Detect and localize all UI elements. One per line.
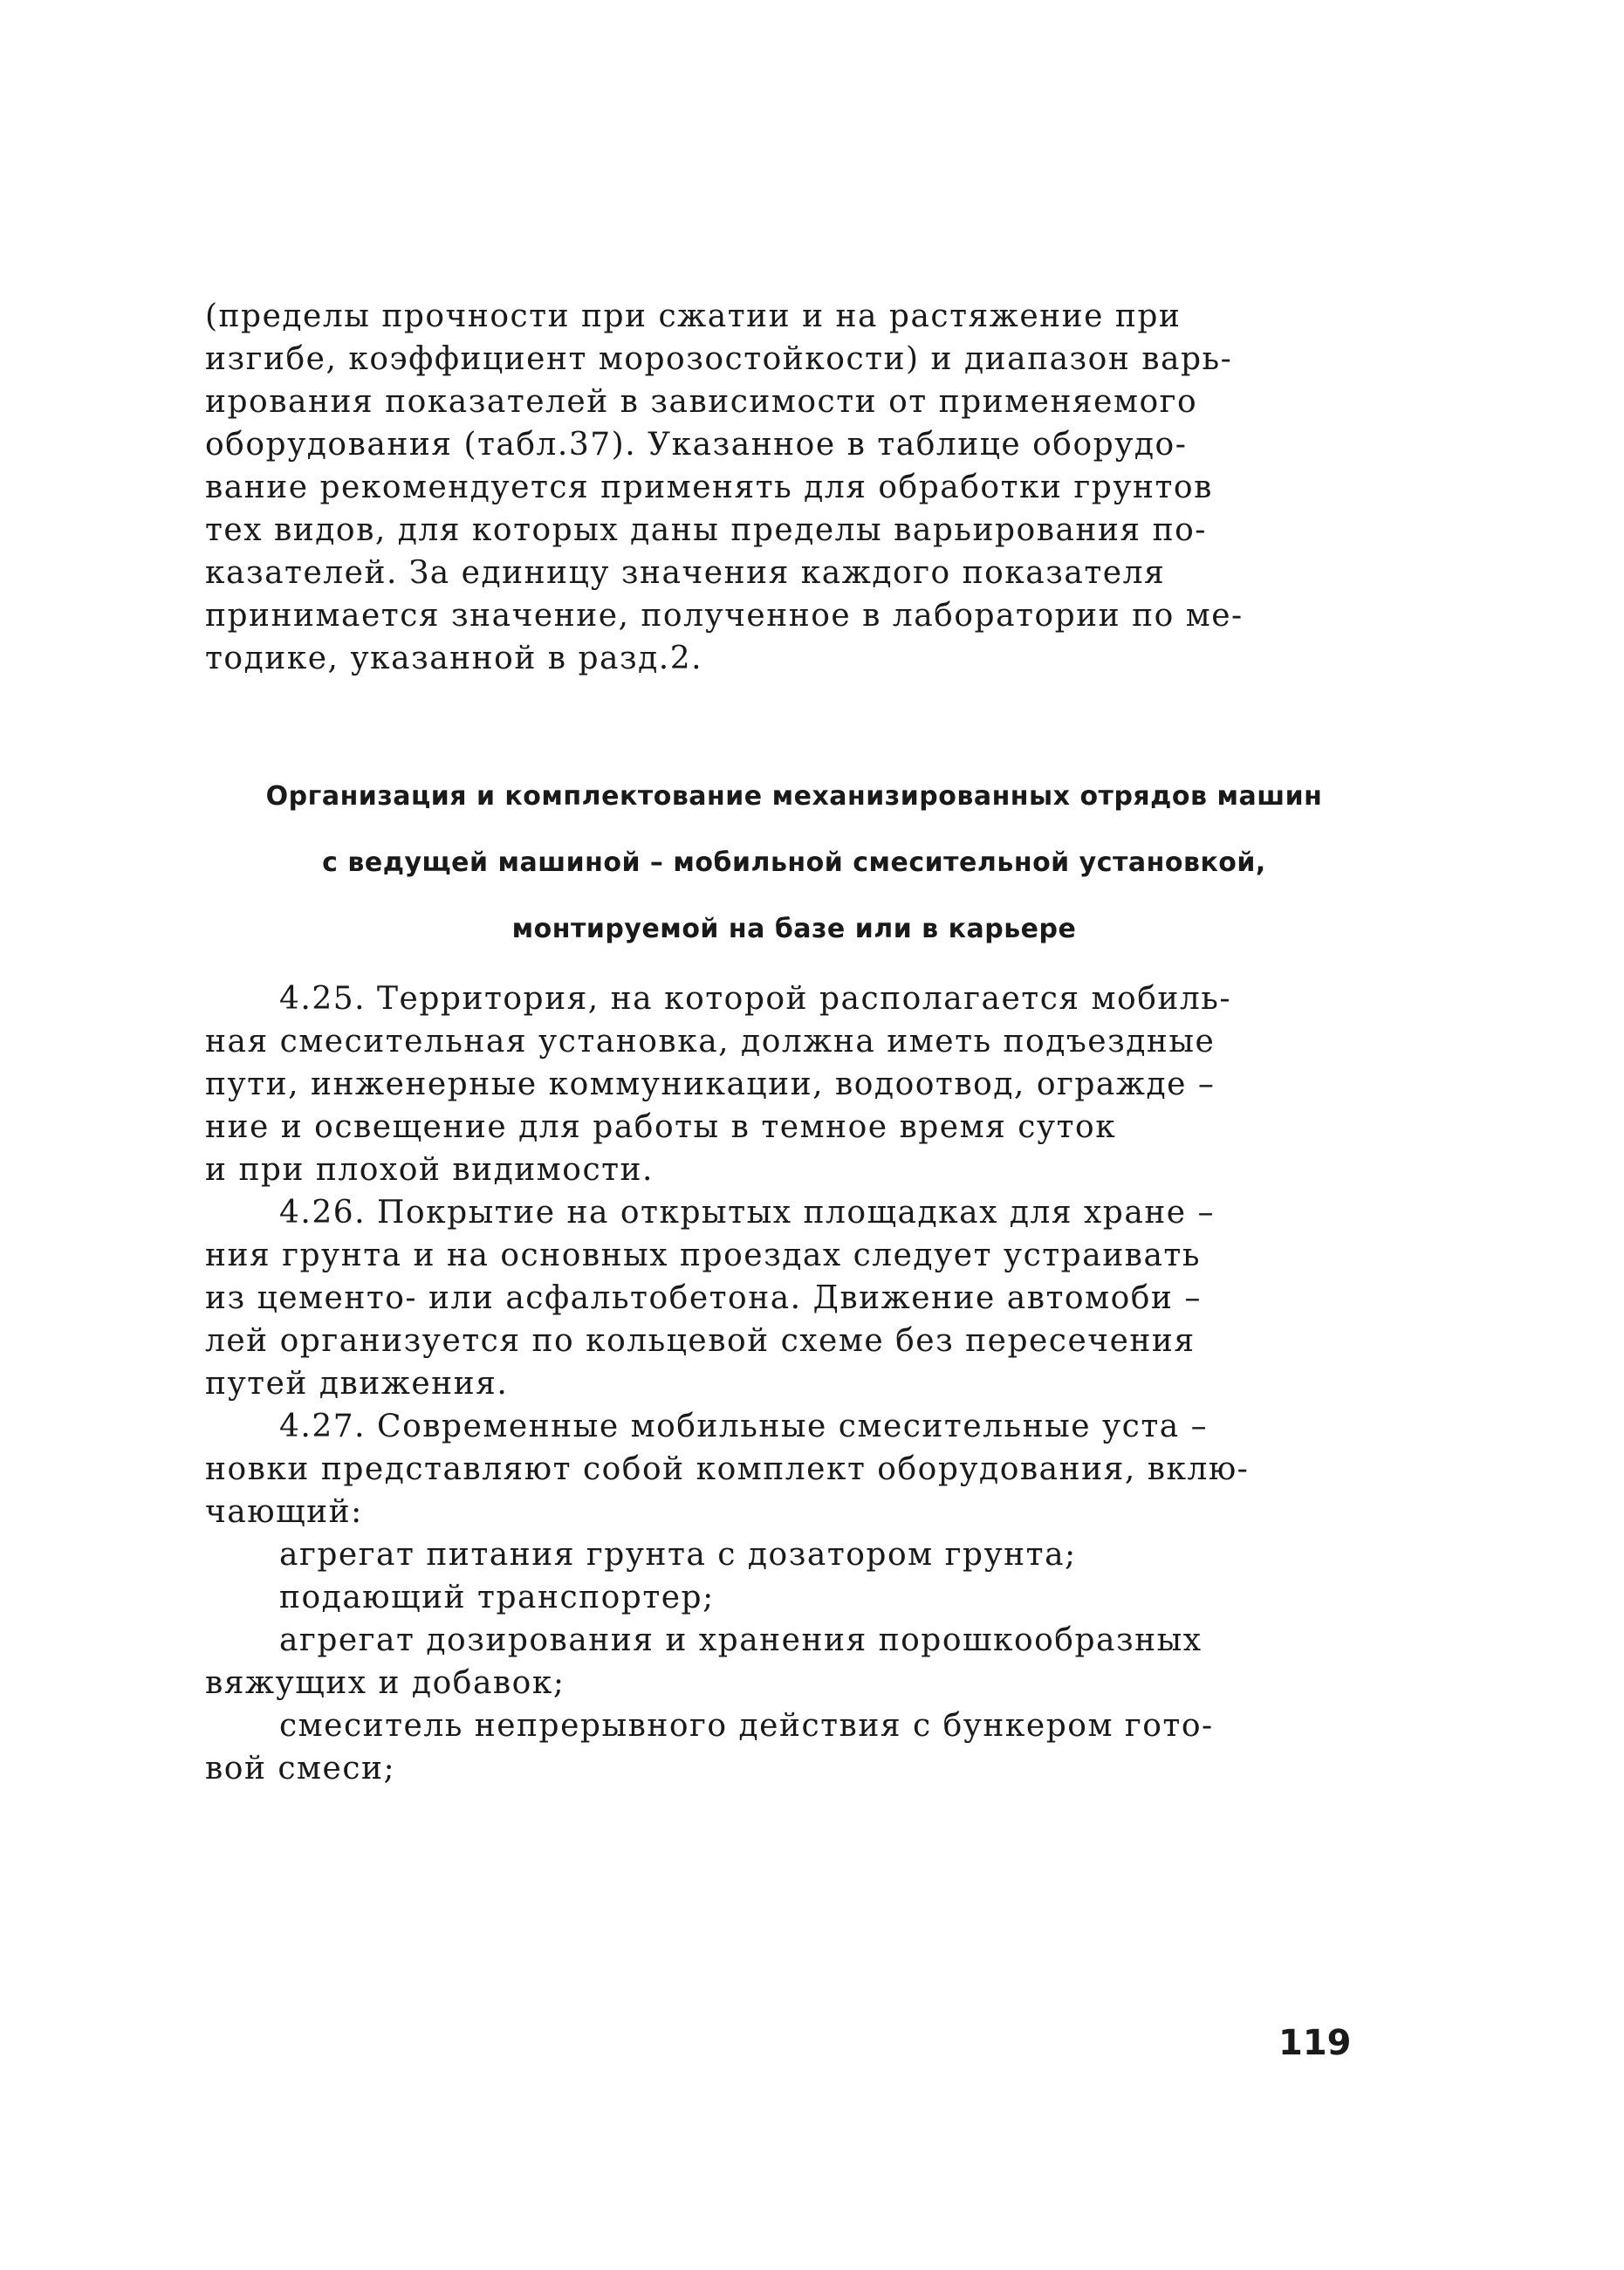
heading-line: с ведущей машиной – мобильной смесительной установкой, (322, 847, 1266, 878)
text-line: пути, инженерные коммуникации, водоотвод, огражде – (205, 1066, 1216, 1102)
heading-line: Организация и комплектование механизированных отрядов машин (265, 781, 1323, 812)
text-line: вяжущих и добавок; (205, 1665, 565, 1701)
text-line: путей движения. (205, 1366, 509, 1402)
text-line: лей организуется по кольцевой схеме без пересечения (205, 1323, 1196, 1359)
text-line: тодике, указанной в разд.2. (205, 641, 703, 676)
page-number: 119 (1278, 2023, 1352, 2063)
text-line: из цементо- или асфальтобетона. Движение автомоби – (205, 1280, 1202, 1316)
text-line: 4.26. Покрытие на открытых площадках для хране – (279, 1195, 1216, 1231)
text-line: оборудования (табл.37). Указанное в таблице оборудо- (205, 427, 1188, 463)
text-line: (пределы прочности при сжатии и на растяжение при (205, 298, 1182, 334)
list-item (205, 1619, 1348, 1704)
text-line: 4.25. Территория, на которой располагается мобиль- (279, 981, 1231, 1017)
text-line: ная смесительная установка, должна иметь подъездные (205, 1024, 1216, 1060)
text-line: вой смеси; (205, 1751, 396, 1787)
text-line: принимается значение, полученное в лаборатории по ме- (205, 598, 1244, 634)
heading-line: монтируемой на базе или в карьере (511, 914, 1077, 944)
text-line: тех видов, для которых даны пределы варьирования по- (205, 512, 1207, 548)
text-line: агрегат питания грунта с дозатором грунта; (279, 1537, 1077, 1573)
equipment-list (205, 1533, 1348, 1790)
paragraph-4-26 (205, 1191, 1348, 1405)
text-line: ние и освещение для работы в темное время суток (205, 1109, 1117, 1145)
text-line: изгибе, коэффициент морозостойкости) и диапазон варь- (205, 341, 1233, 377)
text-line: чающий: (205, 1494, 363, 1530)
section-heading (175, 764, 1414, 963)
text-line: и при плохой видимости. (205, 1152, 654, 1188)
text-line: подающий транспортер; (279, 1580, 715, 1615)
list-item (205, 1576, 1348, 1619)
text-line: 4.27. Современные мобильные смесительные уста – (279, 1409, 1209, 1444)
intro-paragraph (205, 295, 1348, 680)
text-line: смеситель непрерывного действия с бункером гото- (279, 1708, 1214, 1744)
text-line: ирования показателей в зависимости от применяемого (205, 384, 1198, 420)
list-item (205, 1533, 1348, 1576)
text-line: новки представляют собой комплект оборудования, вклю- (205, 1451, 1250, 1487)
list-item (205, 1704, 1348, 1790)
text-line: ния грунта и на основных проездах следует устраивать (205, 1238, 1201, 1273)
text-line: вание рекомендуется применять для обработки грунтов (205, 470, 1213, 505)
paragraph-4-25 (205, 977, 1348, 1191)
text-line: агрегат дозирования и хранения порошкообразных (279, 1622, 1203, 1658)
paragraph-4-27 (205, 1405, 1348, 1533)
section-body (205, 977, 1348, 1790)
text-line: казателей. За единицу значения каждого показателя (205, 555, 1166, 591)
